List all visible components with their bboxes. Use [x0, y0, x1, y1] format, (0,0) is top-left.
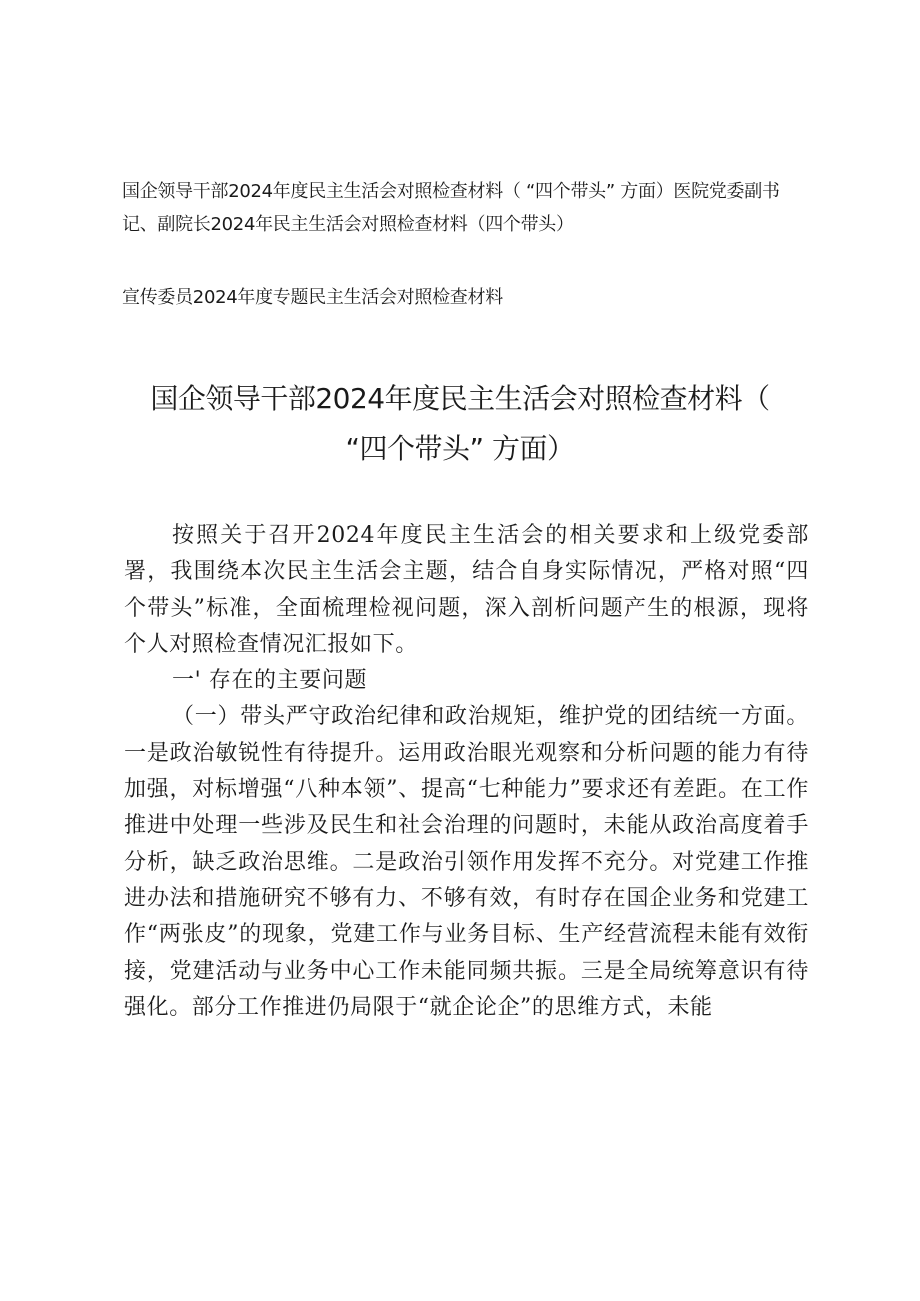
document-body [124, 518, 809, 1026]
document-title: 国企领导干部2024年度民主生活会对照检查材料（ “四个带头” 方面） [150, 382, 770, 465]
toc-entry-1[interactable]: 国企领导干部2024年度民主生活会对照检查材料（ “四个带头” 方面）医院党委副书记、副院长2024年民主生活会对照检查材料（四个带头） [122, 181, 780, 235]
subsection-1-title: （一）带头严守政治纪律和政治规矩，维护党的团结统一方面。 [172, 704, 809, 730]
subsection-1-body: 一是政治敏锐性有待提升。运用政治眼光观察和分析问题的能力有待加强，对标增强“八种本领”、提高“七种能力”要求还有差距。在工作推进中处理一些涉及民生和社会治理的问题时，未能从政治高度着手分析，缺乏政治思维。二是政治引领作用发挥不充分。对党建工作推进办法和措施研究不够有力、不够有效，有时存在国企业务和党建工作“两张皮”的现象，党建工作与业务目标、生产经营流程未能有效衔接，党建活动与业务中心工作未能同频共振。三是全局统筹意识有待强化。部分工作推进仍局限于“就企论企”的思维方式，未能 [124, 740, 809, 1020]
table-of-contents [122, 175, 812, 314]
intro-paragraph: 按照关于召开2024年度民主生活会的相关要求和上级党委部署，我围绕本次民主生活会主题，结合自身实际情况，严格对照“四个带头”标准，全面梳理检视问题，深入剖析问题产生的根源，现将个人对照检查情况汇报如下。 [124, 523, 809, 657]
toc-entry-2[interactable]: 宣传委员2024年度专题民主生活会对照检查材料 [122, 287, 503, 308]
subsection-1 [124, 699, 809, 1026]
section-heading-1: 一' 存在的主要问题 [172, 668, 368, 694]
